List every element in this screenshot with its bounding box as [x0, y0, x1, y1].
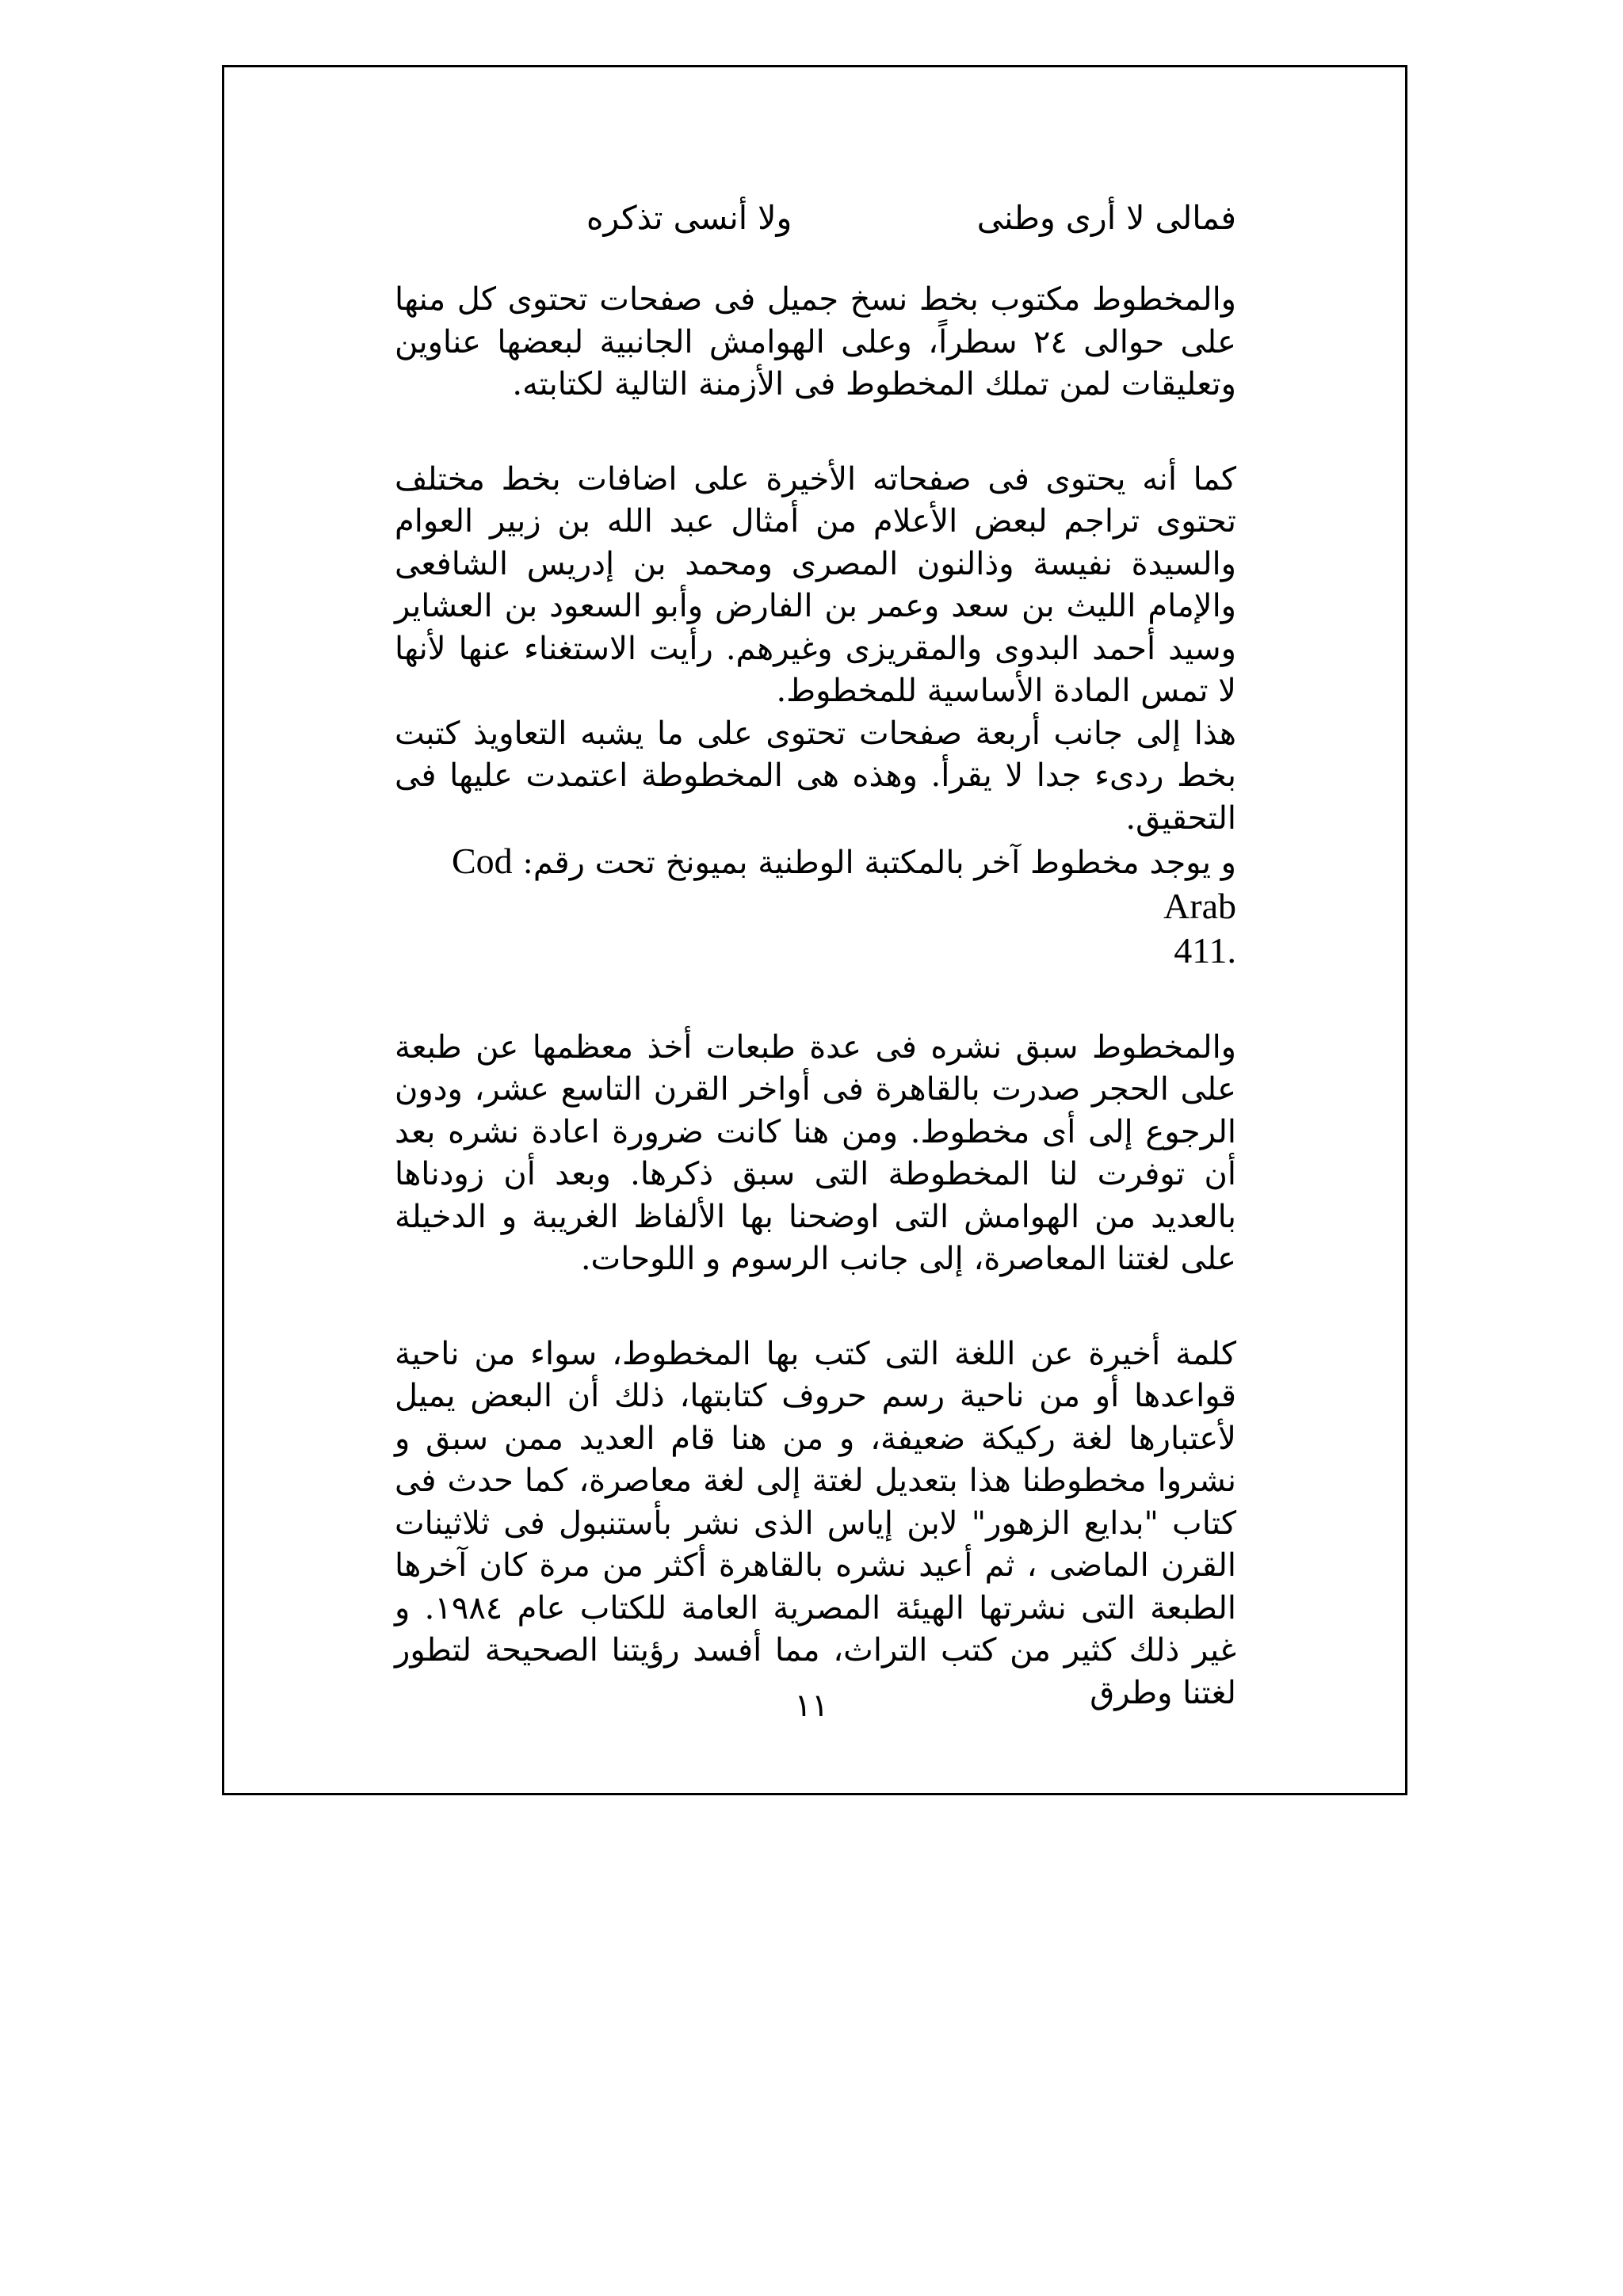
paragraph-editions: والمخطوط سبق نشره فى عدة طبعات أخذ معظمها عن طبعة على الحجر صدرت بالقاهرة فى أواخر القرن التاسع عشر، ودون الرجوع إلى أى مخطوط. ومن هنا كانت ضرورة اعادة نشره بعد أن توفرت لنا المخطوطة التى سبق ذكرها. وبعد أن زودناها بالعديد من الهوامش التى اوضحنا بها الألفاظ الغريبة و الدخيلة على لغتنا المعاصرة، إلى جانب الرسوم و اللوحات.	[395, 1028, 1236, 1277]
reference-latin: Cod Arab	[452, 841, 1236, 926]
reference-line	[395, 840, 1236, 929]
paragraph-talismans: هذا إلى جانب أربعة صفحات تحتوى على ما يشبه التعاويذ كتبت بخط ردىء جدا لا يقرأ. وهذه هى المخطوطة اعتمدت عليها فى التحقيق.	[395, 715, 1236, 837]
paragraph-language: كلمة أخيرة عن اللغة التى كتب بها المخطوط، سواء من ناحية قواعدها أو من ناحية رسم حروف كتابتها، ذلك أن البعض يميل لأعتبارها لغة ركيكة ضعيفة، و من هنا قام العديد ممن سبق و نشروا مخطوطنا هذا بتعديل لغتة إلى لغة معاصرة، كما حدث فى كتاب "بدايع الزهور" لابن إياس الذى نشر بأستنبول فى ثلاثينات القرن الماضى ، ثم أعيد نشره بالقاهرة أكثر من مرة كان آخرها الطبعة التى نشرتها الهيئة المصرية العامة للكتاب عام ١٩٨٤. و غير ذلك كثير من كتب التراث، مما أفسد رؤيتنا الصحيحة لتطور لغتنا وطرق	[395, 1335, 1237, 1711]
paragraph-manuscript-description: والمخطوط مكتوب بخط نسخ جميل فى صفحات تحتوى كل منها على حوالى ٢٤ سطراً، وعلى الهوامش الجانبية لبعضها عناوين وتعليقات لمن تملك المخطوط فى الأزمنة التالية لكتابته.	[395, 281, 1236, 402]
reference-number-line	[395, 929, 1236, 974]
verse-second-hemistich: ولا أنسى تذكره	[586, 199, 792, 237]
page-number: ١١	[794, 1688, 829, 1724]
body-text	[395, 279, 1236, 1714]
reference-arabic: و يوجد مخطوط آخر بالمكتبة الوطنية بميونخ تحت رقم:	[522, 845, 1236, 881]
reference-number: .411	[1174, 930, 1236, 971]
header-verse	[586, 190, 1236, 246]
paragraph-additions: كما أنه يحتوى فى صفحاته الأخيرة على اضافات بخط مختلف تحتوى تراجم لبعض الأعلام من أمثال عبد الله بن زبير العوام والسيدة نفيسة وذالنون المصرى ومحمد بن إدريس الشافعى والإمام الليث بن سعد وعمر بن الفارض وأبو السعود بن العشاير وسيد أحمد البدوى والمقريزى وغيرهم. رأيت الاستغناء عنها لأنها لا تمس المادة الأساسية للمخطوط.	[395, 460, 1236, 709]
verse-first-hemistich: فمالى لا أرى وطنى	[976, 199, 1236, 237]
